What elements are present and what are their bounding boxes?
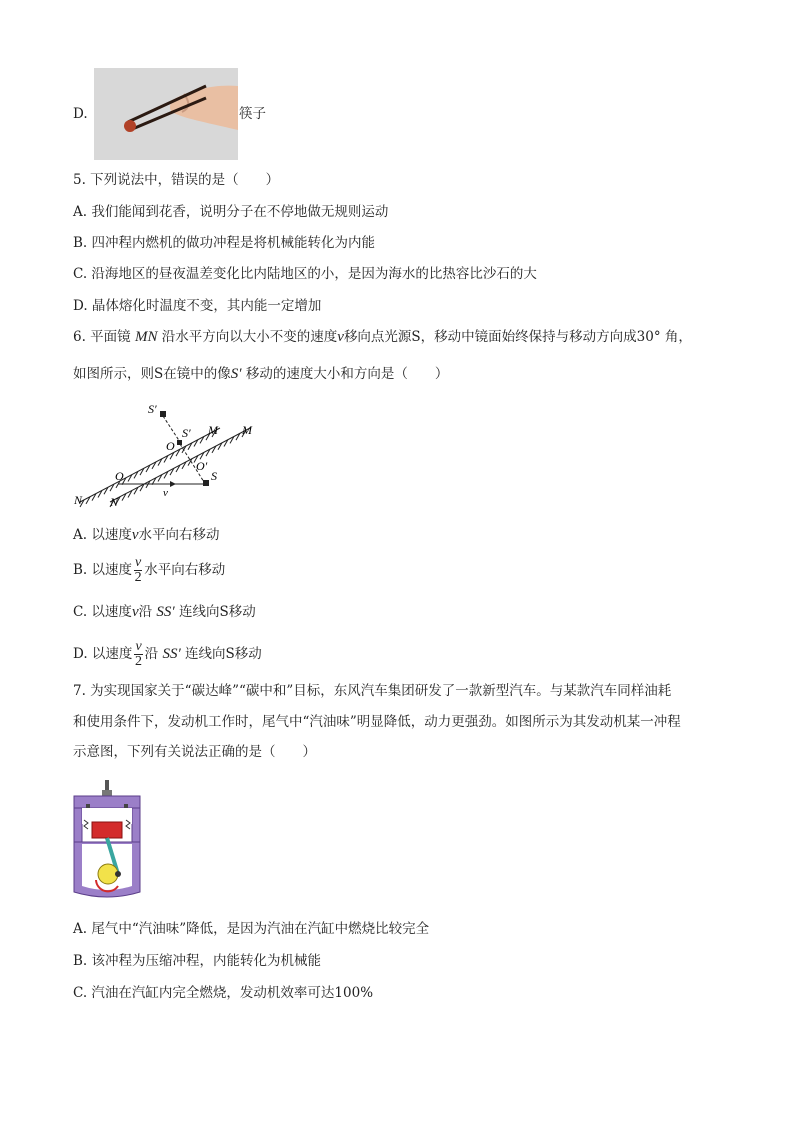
label-m1: M [208,423,218,437]
q7-option-c: C. 汽油在汽缸内完全燃烧，发动机效率可达100% [73,985,374,1001]
label-s-prime-top: S′ [148,402,157,416]
q6-stem-text: 6. 平面镜 [73,329,135,345]
q4-option-d-label: D. [73,106,88,122]
fraction-numerator: v [135,639,142,654]
q7-option-b: B. 该冲程为压缩冲程，内能转化为机械能 [73,953,322,969]
q6-stem-line1 [73,327,692,347]
q6-option-c [73,602,256,622]
chopsticks-image [94,68,238,160]
label-n2: N [110,495,119,509]
q7-stem-line3: 示意图，下列有关说法正确的是（ ） [73,744,316,760]
q6-b-fraction [134,556,142,585]
q4-option-d-text: 筷子 [239,106,266,122]
q6-d-text: 沿 [144,646,163,662]
chopsticks-photo [94,68,238,160]
q6-a-velocity: v [131,527,139,543]
q5-stem: 5. 下列说法中，错误的是（ ） [73,172,280,188]
q6-c-text: 沿 [138,604,157,620]
q6-b-text: 水平向右移动 [144,562,226,578]
label-o-prime: O′ [196,459,208,473]
fraction-denominator: 2 [134,570,142,585]
q6-image-symbol: S′ [230,366,242,382]
q6-stem-text: 移动的速度大小和方向是（ ） [241,366,449,382]
q6-d-text: 连线向S移动 [180,646,262,662]
q5-option-a: A. 我们能闻到花香，说明分子在不停地做无规则运动 [73,204,389,220]
label-o-left: O [115,469,124,483]
q6-option-d [73,639,262,669]
label-o-top: O [166,439,175,453]
q6-a-text: A. 以速度 [73,527,132,543]
q6-stem-line2 [73,364,448,384]
fraction-denominator: 2 [135,654,143,669]
q6-b-text: B. 以速度 [73,562,133,578]
label-s-prime-mid: S′ [182,426,191,440]
label-v: v [163,487,168,499]
q5-option-d: D. 晶体熔化时温度不变，其内能一定增加 [73,298,322,314]
q6-c-text: C. 以速度 [73,604,132,620]
q6-stem-text: 沿水平方向以大小不变的速度 [157,329,338,345]
q6-d-text: D. 以速度 [73,646,133,662]
engine-stroke-diagram [70,780,150,898]
q6-mirror-diagram [70,398,270,510]
label-n1: N [74,493,83,507]
q6-d-fraction [134,640,142,669]
q6-stem-text: 移向点光源S，移动中镜面始终保持与移动方向成30° 角， [343,329,692,345]
q6-option-a [73,525,220,545]
label-m2: M [242,423,252,437]
q6-stem-text: 如图所示，则S在镜中的像 [73,366,231,382]
q7-option-a: A. 尾气中“汽油味”降低，是因为汽油在汽缸中燃烧比较完全 [73,921,430,937]
q6-c-line-symbol: SS′ [156,604,175,620]
q6-option-b [73,555,225,585]
q5-option-c: C. 沿海地区的昼夜温差变化比内陆地区的小，是因为海水的比热容比沙石的大 [73,266,537,282]
label-s: S [211,469,217,483]
q6-c-text: 连线向S移动 [174,604,256,620]
q6-velocity-symbol: v [337,329,344,345]
q7-stem-line1: 7. 为实现国家关于“碳达峰”“碳中和”目标，东风汽车集团研发了一款新型汽车。与某款汽车同样油耗 [73,683,672,699]
q5-option-b: B. 四冲程内燃机的做功冲程是将机械能转化为内能 [73,235,376,251]
q7-stem-line2: 和使用条件下，发动机工作时，尾气中“汽油味”明显降低，动力更强劲。如图所示为其发动机某一冲程 [73,714,681,730]
q6-mirror-symbol: MN [134,329,158,345]
q6-d-line-symbol: SS′ [162,646,181,662]
q6-a-text: 水平向右移动 [138,527,220,543]
q6-c-velocity: v [131,604,139,620]
fraction-numerator: v [135,555,142,570]
